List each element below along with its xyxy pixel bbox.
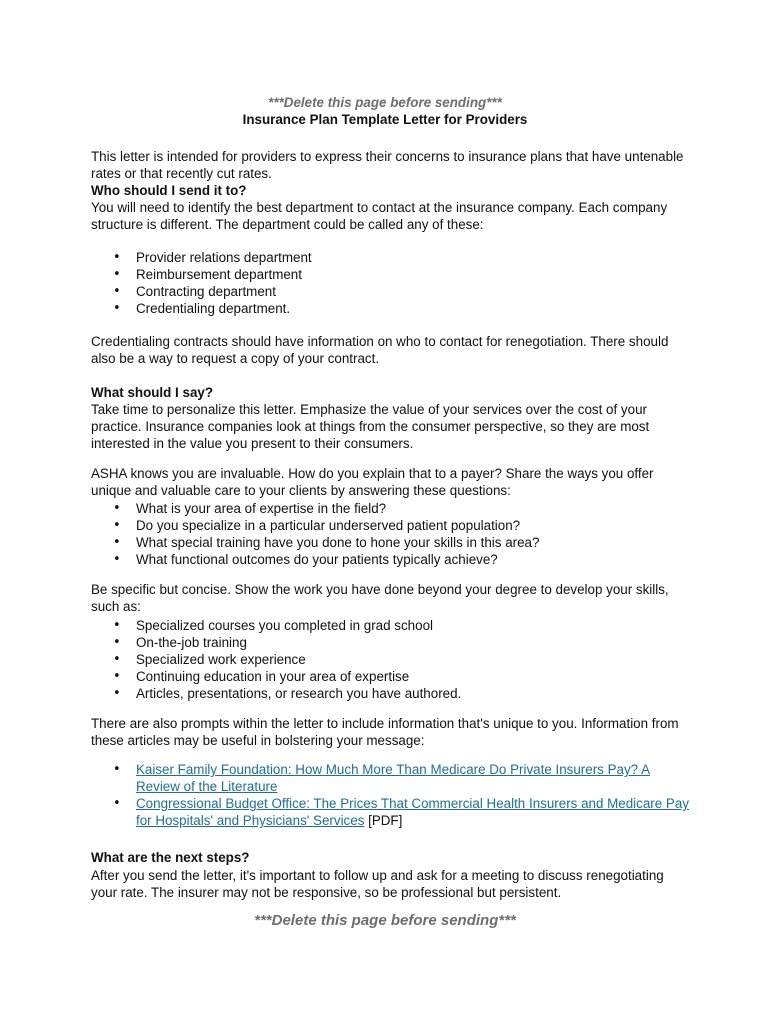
list-item: • Do you specialize in a particular underserved patient population? [91, 517, 691, 534]
credentialing-paragraph: Credentialing contracts should have information on who to contact for renegotiation. There should also be a way to request a copy of your contract. [91, 334, 669, 366]
page-title: Insurance Plan Template Letter for Providers [242, 112, 528, 127]
list-item: • On-the-job training [91, 634, 691, 651]
next-heading: What are the next steps? [91, 850, 250, 865]
list-item: • Credentialing department. [91, 300, 691, 317]
list-item: • What special training have you done to hone your skills in this area? [91, 534, 691, 551]
questions-list [91, 500, 691, 568]
departments-list [91, 249, 691, 317]
list-item: • What functional outcomes do your patients typically achieve? [91, 551, 691, 568]
list-item: • Continuing education in your area of expertise [91, 668, 691, 685]
list-item: • Provider relations department [91, 249, 691, 266]
specific-paragraph: Be specific but concise. Show the work you have done beyond your degree to develop your skills, such as: [91, 582, 669, 614]
intro-paragraph: This letter is intended for providers to express their concerns to insurance plans that have untenable rates or that recently cut rates. [91, 149, 684, 181]
delete-note-bottom: ***Delete this page before sending*** [254, 912, 516, 929]
list-item: • Reimbursement department [91, 266, 691, 283]
pdf-label: [PDF] [364, 813, 403, 828]
list-item: • Articles, presentations, or research you have authored. [91, 685, 691, 702]
resources-list [91, 761, 691, 829]
skills-list [91, 617, 691, 702]
who-heading: Who should I send it to? [91, 183, 247, 198]
delete-note-top: ***Delete this page before sending*** [268, 95, 502, 110]
list-item [91, 761, 691, 795]
list-item: • Specialized courses you completed in grad school [91, 617, 691, 634]
kaiser-link[interactable]: Kaiser Family Foundation: How Much More Than Medicare Do Private Insurers Pay? A Review of the Literature [136, 762, 651, 794]
list-item [91, 795, 691, 829]
list-item: • Specialized work experience [91, 651, 691, 668]
list-item: • What is your area of expertise in the field? [91, 500, 691, 517]
asha-paragraph: ASHA knows you are invaluable. How do you explain that to a payer? Share the ways you offer unique and valuable care to your clients by answering these questions: [91, 466, 654, 498]
cbo-link[interactable]: Congressional Budget Office: The Prices That Commercial Health Insurers and Medicare Pay for Hospitals' and Physicians' Services [136, 796, 689, 828]
prompts-paragraph: There are also prompts within the letter to include information that's unique to you. Information from these articles may be useful in bolstering your message: [91, 716, 679, 748]
next-paragraph: After you send the letter, it's important to follow up and ask for a meeting to discuss renegotiating your rate. The insurer may not be responsive, so be professional but persistent. [91, 868, 664, 900]
what-paragraph: Take time to personalize this letter. Emphasize the value of your services over the cost of your practice. Insurance companies look at things from the consumer perspective, so they are most interested in the value you present to their consumers. [91, 402, 650, 451]
what-heading: What should I say? [91, 385, 214, 400]
list-item: • Contracting department [91, 283, 691, 300]
who-paragraph: You will need to identify the best department to contact at the insurance company. Each company structure is different. The department could be called any of these: [91, 200, 668, 232]
